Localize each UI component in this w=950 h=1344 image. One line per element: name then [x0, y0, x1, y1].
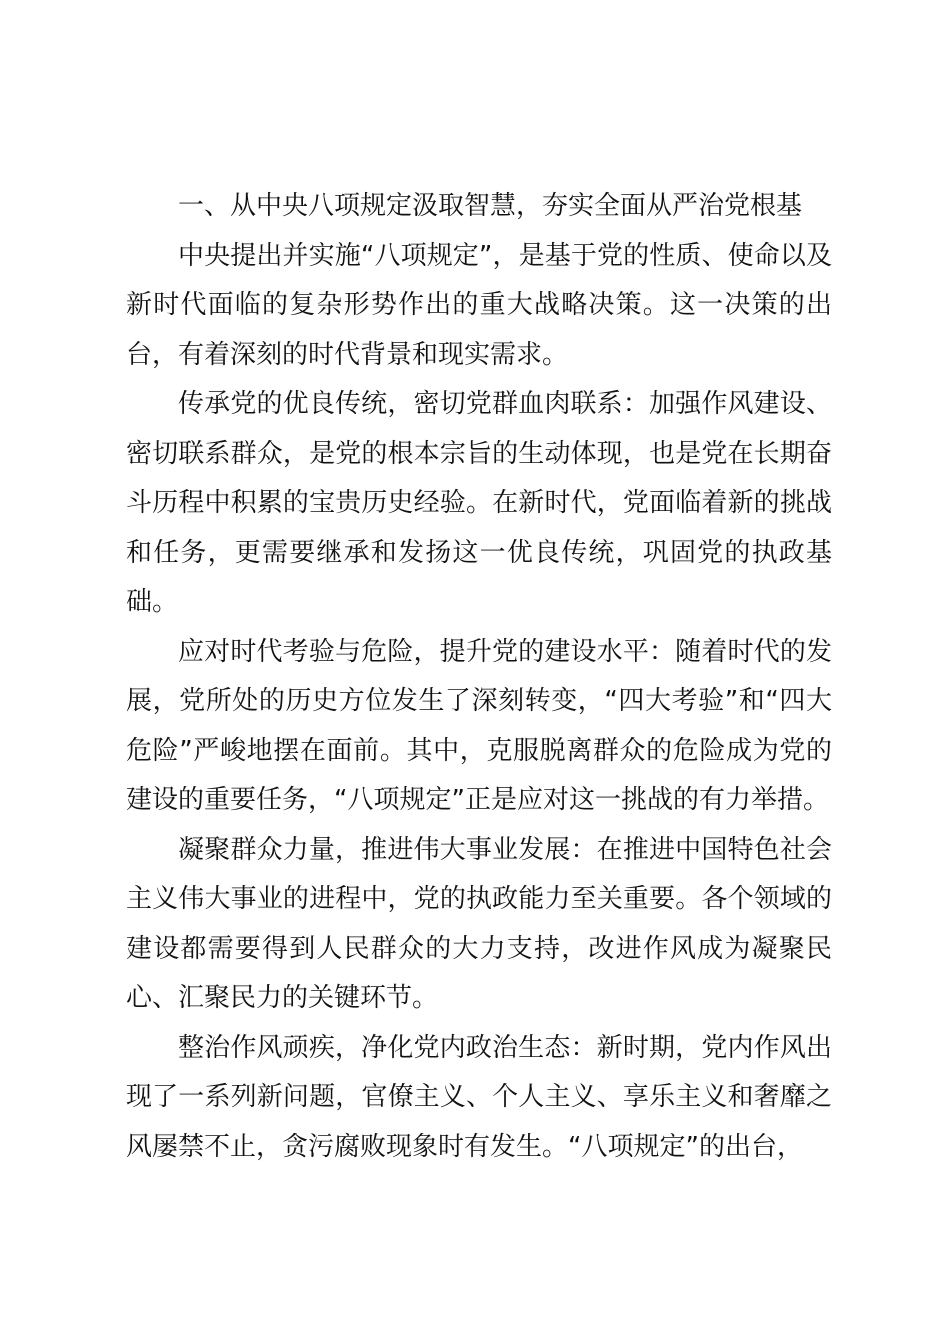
- section-heading: 一、从中央八项规定汲取智慧，夯实全面从严治党根基: [178, 191, 803, 221]
- paragraph-tradition: 传承党的优良传统，密切党群血肉联系：加强作风建设、密切联系群众，是党的根本宗旨的生动体现，也是党在长期奋斗历程中积累的宝贵历史经验。在新时代，党面临着新的挑战和任务，更需要继承和发扬这一优良传统，巩固党的执政基础。: [126, 389, 832, 617]
- paragraph-background: 中央提出并实施“八项规定”，是基于党的性质、使命以及新时代面临的复杂形势作出的重大战略决策。这一决策的出台，有着深刻的时代背景和现实需求。: [126, 240, 832, 370]
- document-body: [126, 182, 832, 1172]
- paragraph-mass-strength: 凝聚群众力量，推进伟大事业发展：在推进中国特色社会主义伟大事业的进程中，党的执政能力至关重要。各个领域的建设都需要得到人民群众的大力支持，改进作风成为凝聚民心、汇聚民力的关键环节。: [126, 834, 832, 1013]
- paragraph-political-ecology: 整治作风顽疾，净化党内政治生态：新时期，党内作风出现了一系列新问题，官僚主义、个人主义、享乐主义和奢靡之风屡禁不止，贪污腐败现象时有发生。“八项规定”的出台，: [126, 1032, 832, 1162]
- paragraph-challenges: 应对时代考验与危险，提升党的建设水平：随着时代的发展，党所处的历史方位发生了深刻转变，“四大考验”和“四大危险”严峻地摆在面前。其中，克服脱离群众的危险成为党的建设的重要任务，“八项规定”正是应对这一挑战的有力举措。: [126, 636, 832, 815]
